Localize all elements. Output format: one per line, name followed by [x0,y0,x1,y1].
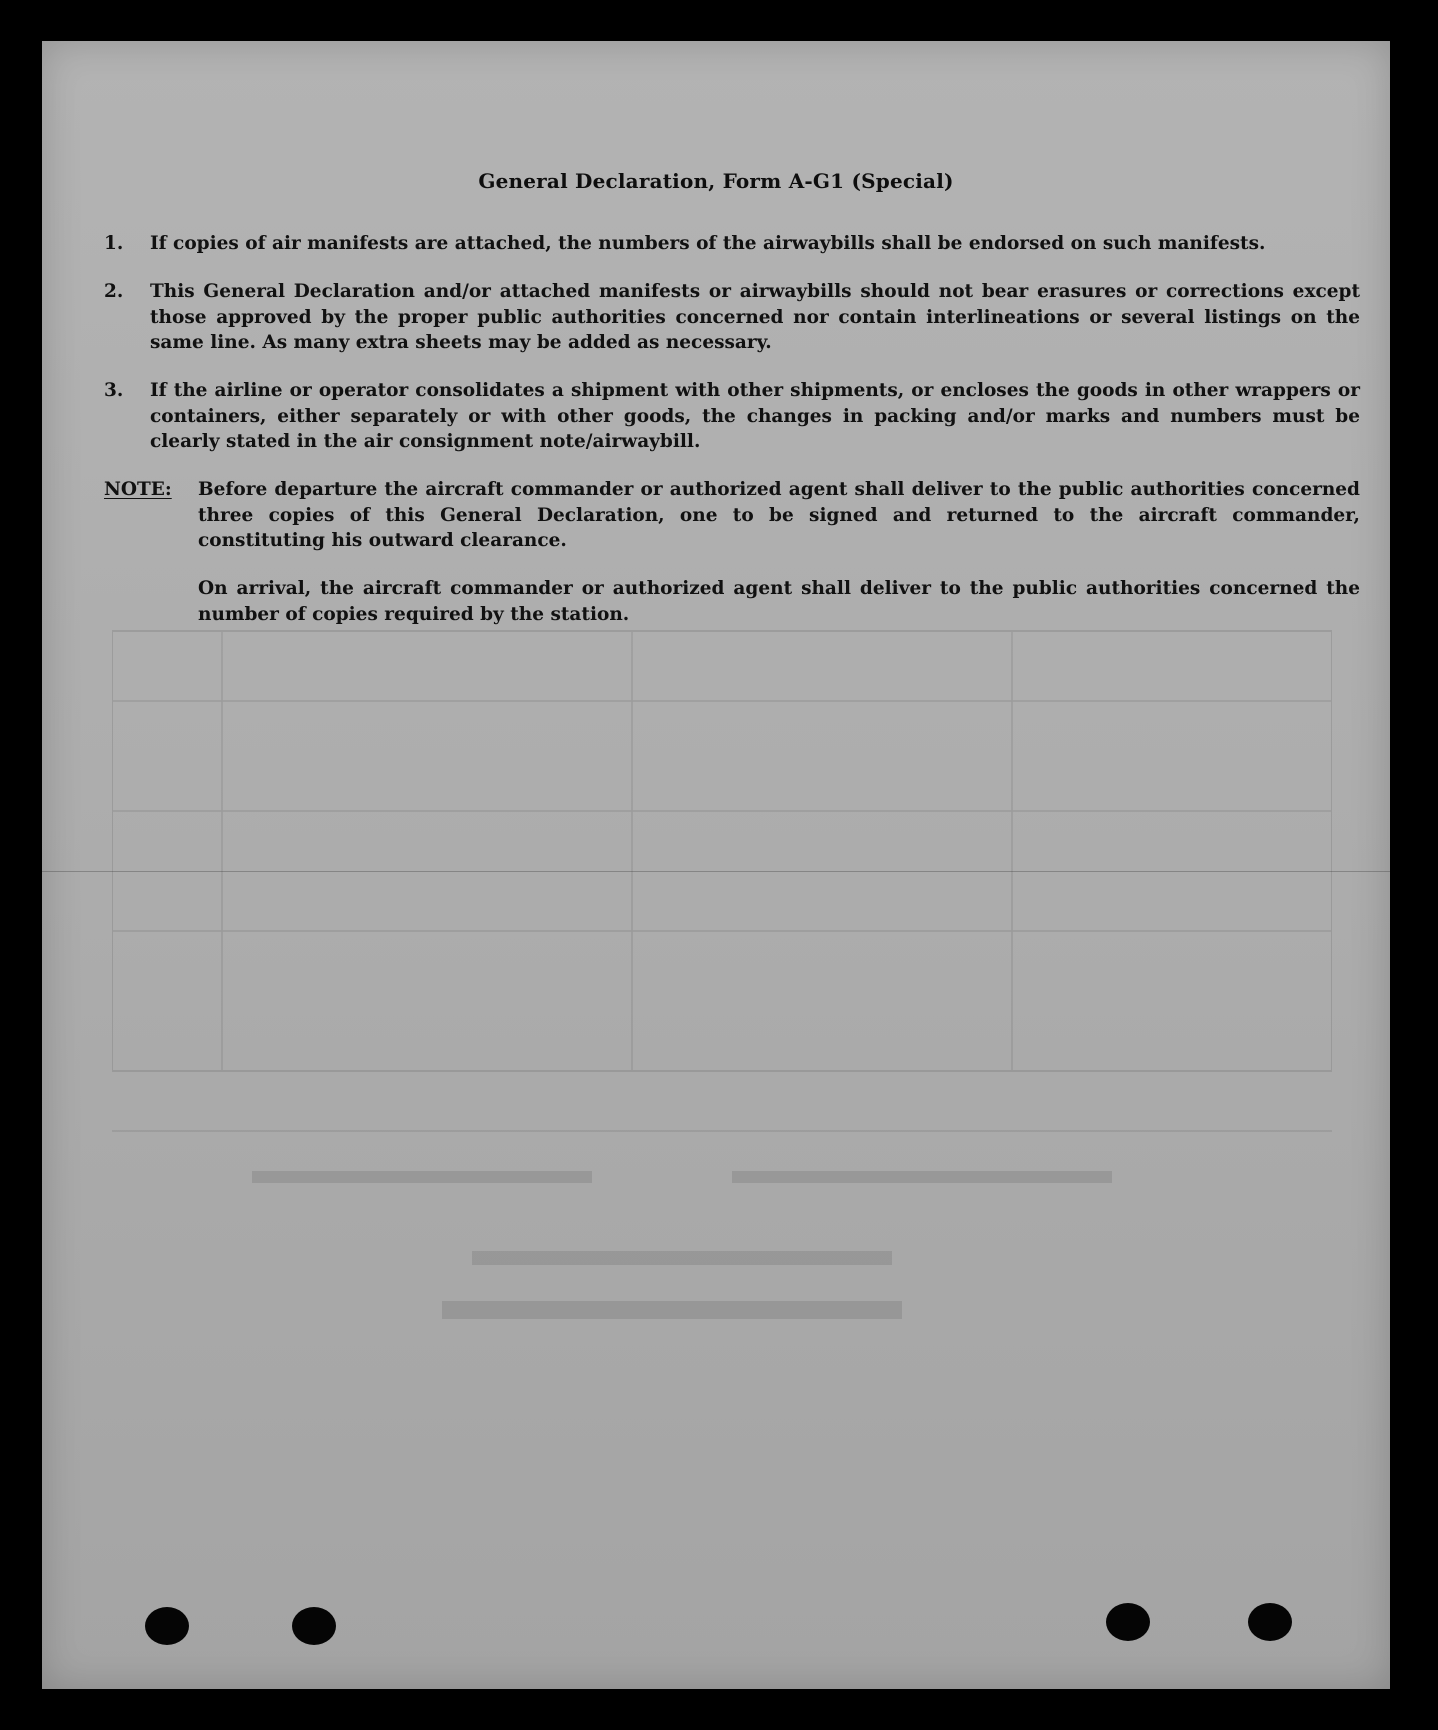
punch-hole [1248,1603,1292,1641]
note-paragraph: Before departure the aircraft commander or authorized agent shall deliver to the public authorities concerned three copies of this General Declaration, one to be signed and returned to the aircraft commander, constituting his outward clearance. [198,479,1360,551]
instruction-item [104,231,1360,257]
note-label: NOTE: [104,479,172,500]
instruction-text: This General Declaration and/or attached manifests or airwaybills should not bear erasures or corrections except those approved by the proper public authorities concerned nor contain interlineations or several listings on the same line. As many extra sheets may be added as necessary. [150,281,1360,353]
note-block [104,477,1360,554]
instruction-number: 1. [104,233,124,254]
instruction-text: If copies of air manifests are attached, the numbers of the airwaybills shall be endorsed on such manifests. [150,233,1266,254]
instruction-item [104,279,1360,356]
note-block-continued [104,576,1360,627]
instruction-number: 3. [104,380,124,401]
document-page [42,41,1390,1689]
note-paragraph: On arrival, the aircraft commander or authorized agent shall deliver to the public authorities concerned the number of copies required by the station. [198,578,1360,625]
punch-hole [145,1607,189,1645]
punch-hole [292,1607,336,1645]
fold-crease [42,871,1390,872]
bleed-through-texture [112,611,1332,1371]
instruction-number: 2. [104,281,124,302]
instruction-item [104,378,1360,455]
page-title: General Declaration, Form A-G1 (Special) [478,169,954,193]
punch-hole [1106,1603,1150,1641]
instruction-text: If the airline or operator consolidates a shipment with other shipments, or encloses the goods in other wrappers or containers, either separately or with other goods, the changes in packing and/or marks and numbers must be clearly stated in the air consignment note/airwaybill. [150,380,1360,452]
